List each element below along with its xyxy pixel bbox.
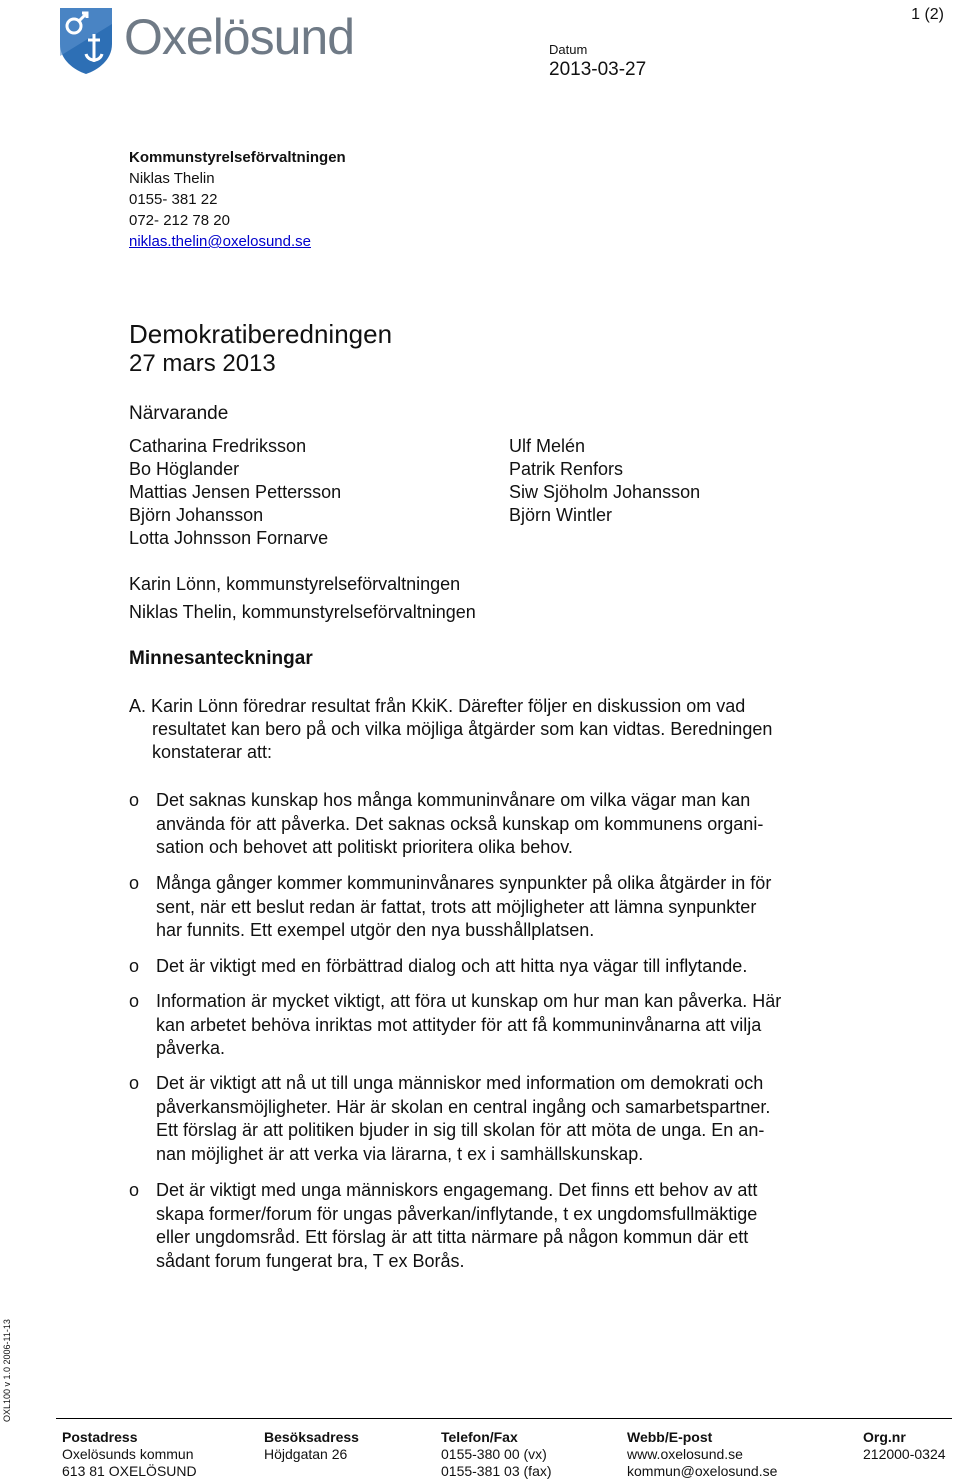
notes-heading: Minnesanteckningar: [129, 648, 313, 669]
list-item: [129, 789, 889, 860]
bullet-line: skapa former/forum för ungas påverkan/inflytande, t ex ungdomsfullmäktige: [156, 1203, 758, 1224]
attendees-right-list: [509, 435, 700, 527]
date-label: Datum: [549, 42, 588, 57]
bullet-line: Det saknas kunskap hos många kommuninvånare om vilka vägar man kan: [156, 790, 751, 810]
bullet-line: påverka.: [156, 1038, 226, 1058]
paragraph-a: [129, 695, 889, 764]
bullet-line: Det är viktigt med unga människors engagemang. Det finns ett behov av att: [156, 1180, 758, 1200]
staff-member: Niklas Thelin, kommunstyrelseförvaltningen: [129, 602, 476, 622]
attendee: Catharina Fredriksson: [129, 436, 307, 456]
footer-postal: [62, 1429, 197, 1480]
bullet-line: kan arbetet behöva inriktas mot attityder för att få kommuninvånarna att vilja: [156, 1014, 762, 1035]
bullet-marker: o: [129, 991, 140, 1011]
bullet-line: Det är viktigt att nå ut till unga människor med information om demokrati och: [156, 1073, 764, 1093]
footer-line: 0155-381 03 (fax): [441, 1463, 552, 1479]
footer-heading: Telefon/Fax: [441, 1429, 518, 1445]
bullet-marker: o: [129, 956, 140, 976]
logo-wordmark: Oxelösund: [124, 9, 355, 65]
sender-org: Kommunstyrelseförvaltningen: [129, 149, 346, 166]
attendees-left-list: [129, 435, 341, 550]
list-item: [129, 872, 889, 943]
bullet-line: påverkansmöjligheter. Här är skolan en central ingång och samarbetspartner.: [156, 1096, 771, 1117]
meeting-title: Demokratiberedningen: [129, 319, 393, 349]
footer-phone: [441, 1429, 552, 1480]
staff-list: [129, 570, 476, 626]
bullet-line: Ett förslag är att politiken bjuder in sig till skolan för att möta de unga. En an-: [156, 1120, 765, 1140]
bullet-marker: o: [129, 1180, 140, 1200]
attendee: Bo Höglander: [129, 459, 240, 479]
footer-heading: Besöksadress: [264, 1429, 359, 1445]
bullet-line: Information är mycket viktigt, att föra ut kunskap om hur man kan påverka. Här: [156, 991, 782, 1011]
list-item: [129, 955, 889, 979]
bullet-line: sation och behovet att politiskt prioritera olika behov.: [156, 837, 573, 857]
attendee: Björn Johansson: [129, 505, 264, 525]
form-code: OXL100 v 1.0 2006-11-13: [2, 1319, 12, 1422]
footer-divider: [56, 1418, 952, 1419]
footer-heading: Postadress: [62, 1429, 138, 1445]
bullet-line: Många gånger kommer kommuninvånares synpunkter på olika åtgärder in för: [156, 873, 772, 893]
bullet-line: har funnits. Ett exempel utgör den nya busshållplatsen.: [156, 920, 595, 940]
attendee: Mattias Jensen Pettersson: [129, 482, 342, 502]
paragraph-line: resultatet kan bero på och vilka möjliga åtgärder som kan vidtas. Beredningen: [152, 719, 773, 739]
attendees-heading: Närvarande: [129, 403, 229, 424]
footer-web: [627, 1429, 777, 1480]
footer-line: 212000-0324: [863, 1446, 946, 1462]
sender-phone: 0155- 381 22: [129, 191, 218, 208]
sender-mobile: 072- 212 78 20: [129, 212, 230, 229]
bullet-line: Det är viktigt med en förbättrad dialog och att hitta nya vägar till inflytande.: [156, 956, 748, 976]
sender-name: Niklas Thelin: [129, 170, 215, 187]
attendee: Siw Sjöholm Johansson: [509, 482, 701, 502]
list-item: [129, 990, 889, 1061]
bullet-marker: o: [129, 873, 140, 893]
footer-orgnr: [863, 1429, 946, 1463]
sender-email-link[interactable]: niklas.thelin@oxelosund.se: [129, 233, 311, 250]
bullet-marker: o: [129, 790, 140, 810]
footer-email-link[interactable]: kommun@oxelosund.se: [627, 1463, 778, 1479]
list-item: [129, 1179, 889, 1273]
sender-block: [129, 147, 346, 252]
bullet-line: sådant forum fungerat bra, T ex Borås.: [156, 1250, 465, 1271]
bullet-line: använda för att påverka. Det saknas också kunskap om kommunens organi-: [156, 813, 764, 834]
bullet-line: eller ungdomsråd. Ett förslag är att titta närmare på någon kommun där ett: [156, 1227, 749, 1247]
attendee: Patrik Renfors: [509, 459, 624, 479]
meeting-date: 27 mars 2013: [129, 350, 276, 377]
footer-website-link[interactable]: www.oxelosund.se: [627, 1446, 743, 1462]
staff-member: Karin Lönn, kommunstyrelseförvaltningen: [129, 574, 461, 594]
paragraph-line: A. Karin Lönn föredrar resultat från KkiK. Därefter följer en diskussion om vad: [129, 696, 746, 716]
footer-heading: Org.nr: [863, 1429, 906, 1445]
municipality-logo: [56, 4, 386, 78]
bullet-marker: o: [129, 1073, 140, 1093]
footer-line: Höjdgatan 26: [264, 1446, 348, 1462]
footer-heading: Webb/E-post: [627, 1429, 713, 1445]
footer-line: 0155-380 00 (vx): [441, 1446, 547, 1462]
coat-of-arms-icon: [56, 4, 116, 76]
footer-visit: [264, 1429, 359, 1463]
footer-line: Oxelösunds kommun: [62, 1446, 194, 1462]
date-value: 2013-03-27: [549, 59, 647, 80]
attendee: Ulf Melén: [509, 436, 586, 456]
footer-line: 613 81 OXELÖSUND: [62, 1463, 197, 1479]
bullet-line: sent, när ett beslut redan är fattat, trots att möjligheter att lämna synpunkter: [156, 896, 757, 917]
attendee: Lotta Johnsson Fornarve: [129, 528, 329, 548]
attendee: Björn Wintler: [509, 505, 613, 525]
list-item: [129, 1072, 889, 1166]
bullet-line: nan möjlighet är att verka via lärarna, t ex i samhällskunskap.: [156, 1143, 644, 1164]
page-number: 1 (2): [911, 6, 944, 23]
paragraph-line: konstaterar att:: [152, 742, 273, 762]
